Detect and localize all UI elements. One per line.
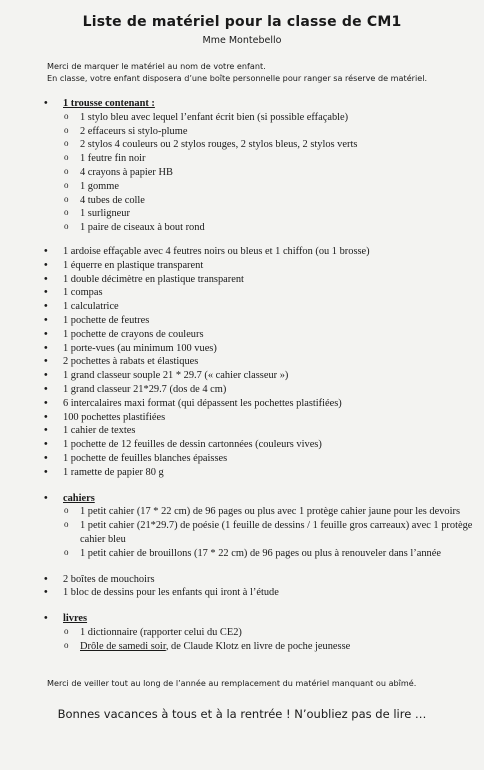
trousse-heading: 1 trousse contenant :: [63, 98, 155, 109]
list-item: [44, 612, 476, 626]
sub-list-item: o 4 crayons à papier HB: [44, 166, 476, 180]
sub-list-item: o 2 effaceurs si stylo-plume: [44, 125, 476, 139]
list-item: • 1 grand classeur 21*29.7 (dos de 4 cm): [44, 383, 476, 397]
cahiers-section: [44, 492, 476, 561]
footer-note: Merci de veiller tout au long de l’année au remplacement du matériel manquant ou abîmé.: [47, 678, 417, 688]
list-item: [44, 492, 476, 506]
trousse-section: [44, 97, 476, 235]
sub-list-item: o 1 petit cahier de brouillons (17 * 22 cm) de 96 pages ou plus à renouveler dans l’année: [44, 547, 476, 561]
sub-list-item: o 1 gomme: [44, 180, 476, 194]
sub-list-item: o 1 feutre fin noir: [44, 152, 476, 166]
list-item: • 1 pochette de 12 feuilles de dessin cartonnées (couleurs vives): [44, 438, 476, 452]
teacher-name: Mme Montebello: [202, 35, 282, 46]
intro-line: En classe, votre enfant disposera d’une boîte personnelle pour ranger sa réserve de matériel.: [47, 73, 428, 83]
cahiers-heading: cahiers: [63, 492, 95, 504]
intro-line: Merci de marquer le matériel au nom de votre enfant.: [47, 61, 266, 71]
sub-list-item: o 1 surligneur: [44, 207, 476, 221]
supply-list: [44, 97, 476, 653]
list-item: • 1 porte-vues (au minimum 100 vues): [44, 342, 476, 356]
list-item: • 2 pochettes à rabats et élastiques: [44, 355, 476, 369]
list-item: • 1 pochette de feuilles blanches épaisses: [44, 452, 476, 466]
list-item: • 2 boîtes de mouchoirs: [44, 573, 476, 587]
list-item: • 1 bloc de dessins pour les enfants qui iront à l’étude: [44, 586, 476, 600]
book-title: Drôle de samedi soir: [80, 640, 166, 652]
list-item: • 1 pochette de crayons de couleurs: [44, 328, 476, 342]
sub-list-item: o 1 paire de ciseaux à bout rond: [44, 221, 476, 235]
list-item: • 6 intercalaires maxi format (qui dépassent les pochettes plastifiées): [44, 397, 476, 411]
list-item: • 100 pochettes plastifiées: [44, 411, 476, 425]
materiel-section: [44, 245, 476, 480]
list-item: • 1 équerre en plastique transparent: [44, 259, 476, 273]
sub-list-item: o 4 tubes de colle: [44, 194, 476, 208]
list-item: • 1 ardoise effaçable avec 4 feutres noirs ou bleus et 1 chiffon (ou 1 brosse): [44, 245, 476, 259]
sub-list-item: o 1 dictionnaire (rapporter celui du CE2): [44, 626, 476, 640]
sub-list-item: [44, 640, 476, 654]
sub-list-item: o 2 stylos 4 couleurs ou 2 stylos rouges, 2 stylos bleus, 2 stylos verts: [44, 138, 476, 152]
list-item: • 1 grand classeur souple 21 * 29.7 (« cahier classeur »): [44, 369, 476, 383]
list-item: • 1 double décimètre en plastique transparent: [44, 273, 476, 287]
intro-text: [47, 60, 477, 84]
sub-list-item: o 1 petit cahier (17 * 22 cm) de 96 pages ou plus avec 1 protège cahier jaune pour les devoirs: [44, 505, 476, 519]
page-title: Liste de matériel pour la classe de CM1: [82, 14, 402, 30]
list-item: [44, 97, 476, 111]
sub-list-item: o 1 petit cahier (21*29.7) de poésie (1 feuille de dessins / 1 feuille gros carreaux) avec 1 protège cahier bleu: [44, 519, 476, 547]
sub-list-item: o 1 stylo bleu avec lequel l’enfant écrit bien (si possible effaçable): [44, 111, 476, 125]
list-item: • 1 compas: [44, 286, 476, 300]
list-item: • 1 ramette de papier 80 g: [44, 466, 476, 480]
book-details: , de Claude Klotz en livre de poche jeunesse: [165, 640, 351, 652]
livres-heading: livres: [63, 613, 88, 625]
closing-message: Bonnes vacances à tous et à la rentrée ! N’oubliez pas de lire …: [57, 707, 427, 721]
divers-section: [44, 573, 476, 601]
livres-section: [44, 612, 476, 653]
list-item: • 1 pochette de feutres: [44, 314, 476, 328]
list-item: • 1 cahier de textes: [44, 424, 476, 438]
list-item: • 1 calculatrice: [44, 300, 476, 314]
